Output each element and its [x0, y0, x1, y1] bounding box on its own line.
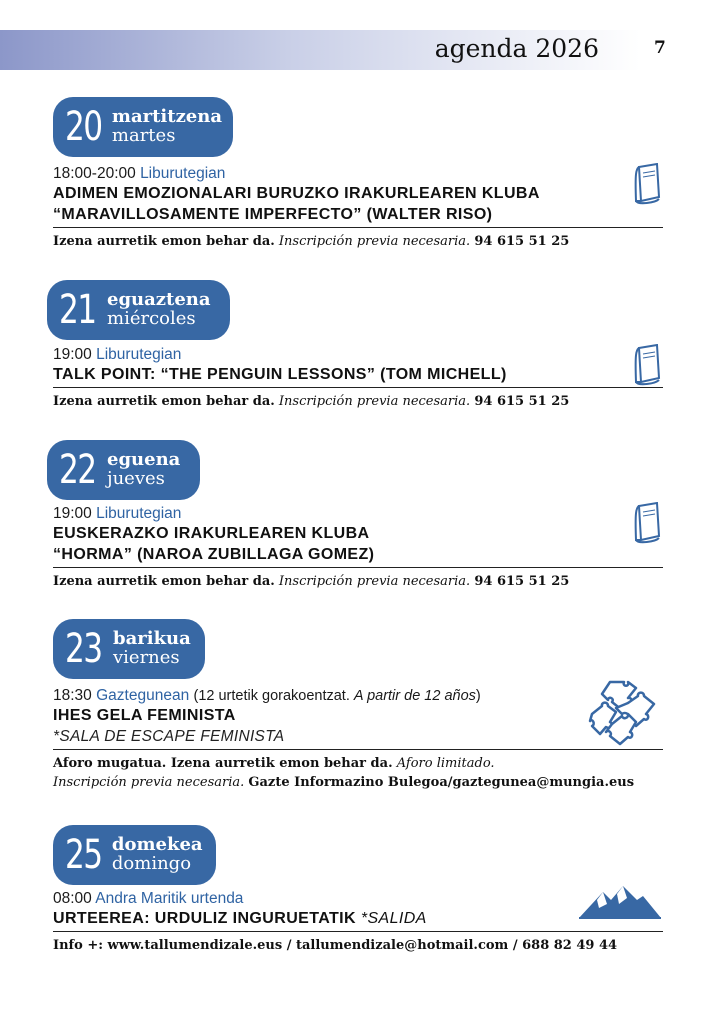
book-icon [633, 163, 663, 207]
divider [53, 387, 663, 388]
event-note: Izena aurretik emon behar da. Inscripción previa necesaria. 94 615 51 25 [53, 574, 570, 589]
divider [53, 227, 663, 228]
event-time: 19:00 [53, 346, 92, 363]
day-number: 22 [59, 447, 96, 493]
event-title-2: “HORMA” (NAROA ZUBILLAGA GOMEZ) [53, 546, 375, 563]
divider [53, 567, 663, 568]
day-number: 20 [65, 104, 102, 150]
day-name-eu: martitzena [111, 106, 222, 128]
event-time-place: 18:30 Gaztegunean (12 urtetik gorakoentzat. A partir de 12 años) [53, 687, 481, 704]
book-icon [633, 344, 663, 388]
divider [53, 931, 663, 932]
event-time: 19:00 [53, 505, 92, 522]
event-age-note-es: A partir de 12 años [353, 688, 476, 704]
event-title-2: “MARAVILLOSAMENTE IMPERFECTO” (WALTER RISO) [53, 206, 493, 223]
day-badge-20 [53, 97, 233, 157]
event-25 [53, 890, 663, 955]
puzzle-icon [588, 678, 660, 748]
day-number: 23 [65, 626, 102, 672]
mountain-icon [577, 884, 663, 920]
event-place: Gaztegunean [96, 687, 190, 704]
event-time-place [53, 890, 663, 908]
event-title: URTEEREA: URDULIZ INGURUETATIK *SALIDA [53, 910, 427, 927]
event-21 [53, 346, 663, 411]
event-place: Liburutegian [140, 165, 226, 182]
day-name-es: viernes [113, 647, 180, 668]
event-title: ADIMEN EMOZIONALARI BURUZKO IRAKURLEAREN KLUBA [53, 185, 540, 202]
event-place: Andra Maritik urtenda [95, 890, 244, 907]
event-title: IHES GELA FEMINISTA [53, 707, 236, 724]
day-name-es: miércoles [107, 308, 196, 329]
event-age-note-eu: (12 urtetik gorakoentzat. [193, 688, 350, 704]
event-note: Info +: www.tallumendizale.eus / tallumendizale@hotmail.com / 688 82 49 44 [53, 938, 618, 953]
event-subtitle: *SALA DE ESCAPE FEMINISTA [53, 728, 285, 745]
book-icon [633, 502, 663, 546]
event-place: Liburutegian [96, 346, 182, 363]
day-name-eu: eguena [107, 449, 181, 471]
day-name-eu: eguaztena [107, 289, 211, 311]
day-name-es: domingo [111, 853, 192, 874]
event-title: TALK POINT: “THE PENGUIN LESSONS” (TOM MICHELL) [53, 366, 507, 383]
event-22 [53, 505, 663, 591]
day-name-eu: barikua [113, 628, 191, 650]
event-title: EUSKERAZKO IRAKURLEAREN KLUBA [53, 525, 370, 542]
event-note: Izena aurretik emon behar da. Inscripción previa necesaria. 94 615 51 25 [53, 394, 570, 409]
day-name-eu: domekea [111, 834, 203, 856]
event-note: Izena aurretik emon behar da. Inscripción previa necesaria. 94 615 51 25 [53, 234, 570, 249]
event-time: 08:00 [53, 890, 92, 907]
event-23 [53, 687, 663, 792]
day-number: 25 [65, 832, 102, 878]
event-time: 18:30 [53, 687, 92, 704]
event-20 [53, 165, 663, 251]
day-badge-22 [47, 440, 200, 500]
day-number: 21 [59, 287, 96, 333]
day-badge-21 [47, 280, 230, 340]
event-time-place [53, 346, 663, 364]
event-time-place [53, 165, 663, 183]
divider [53, 749, 663, 750]
day-badge-23 [53, 619, 205, 679]
page-number: 7 [654, 38, 666, 58]
event-time: 18:00-20:00 [53, 165, 136, 182]
day-name-es: martes [111, 125, 176, 146]
event-time-place [53, 505, 663, 523]
event-place: Liburutegian [96, 505, 182, 522]
day-badge-25 [53, 825, 216, 885]
day-name-es: jueves [107, 468, 165, 489]
event-note: Aforo mugatua. Izena aurretik emon behar da. Aforo limitado. Inscripción previa necesaria. Gazte Informazino Bulegoa/gaztegunea@mungia.eus [53, 756, 635, 790]
page-title: agenda 2026 [434, 34, 599, 63]
